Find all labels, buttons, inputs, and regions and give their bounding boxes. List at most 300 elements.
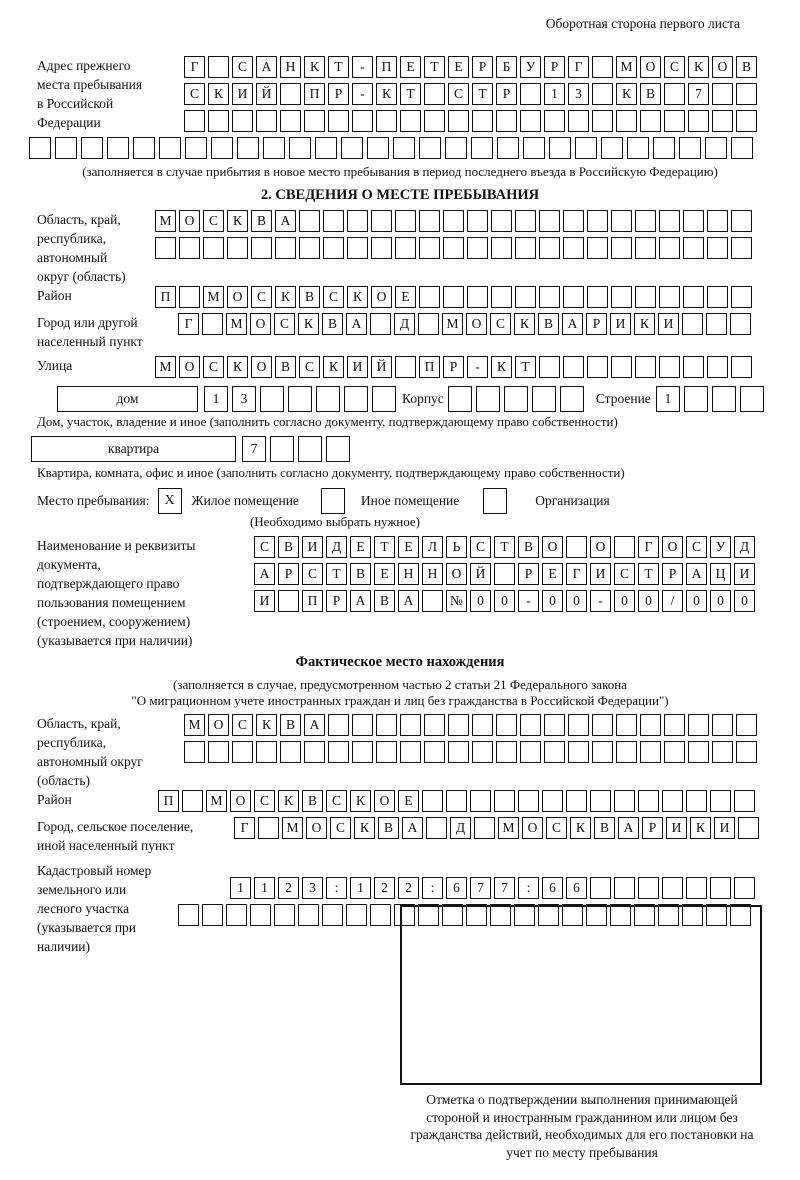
form-cell[interactable]: О	[251, 356, 272, 378]
form-cell[interactable]	[659, 237, 680, 259]
form-cell[interactable]: В	[640, 83, 661, 105]
form-cell[interactable]: В	[374, 590, 395, 612]
form-cell[interactable]: К	[208, 83, 229, 105]
form-cell[interactable]	[712, 386, 736, 412]
form-cell[interactable]: Т	[400, 83, 421, 105]
form-cell[interactable]: К	[690, 817, 711, 839]
other-premises-checkbox[interactable]	[321, 488, 345, 514]
form-cell[interactable]	[208, 741, 229, 763]
form-cell[interactable]: Г	[638, 536, 659, 558]
form-cell[interactable]: П	[376, 56, 397, 78]
form-cell[interactable]	[372, 386, 396, 412]
form-cell[interactable]	[544, 714, 565, 736]
form-cell[interactable]	[611, 210, 632, 232]
form-cell[interactable]	[418, 313, 439, 335]
form-cell[interactable]	[419, 237, 440, 259]
form-cell[interactable]	[736, 110, 757, 132]
form-cell[interactable]	[616, 741, 637, 763]
form-cell[interactable]	[563, 237, 584, 259]
form-cell[interactable]	[710, 877, 731, 899]
form-cell[interactable]	[592, 714, 613, 736]
form-cell[interactable]: С	[326, 790, 347, 812]
form-cell[interactable]	[179, 237, 200, 259]
form-cell[interactable]	[738, 817, 759, 839]
form-cell[interactable]: В	[378, 817, 399, 839]
form-cell[interactable]	[563, 356, 584, 378]
form-cell[interactable]: И	[666, 817, 687, 839]
form-cell[interactable]	[520, 110, 541, 132]
form-cell[interactable]	[55, 137, 77, 159]
form-cell[interactable]: К	[354, 817, 375, 839]
form-cell[interactable]: /	[662, 590, 683, 612]
form-cell[interactable]	[664, 714, 685, 736]
form-cell[interactable]: С	[232, 56, 253, 78]
form-cell[interactable]: 1	[254, 877, 275, 899]
form-cell[interactable]	[370, 313, 391, 335]
form-cell[interactable]: 3	[232, 386, 256, 412]
form-cell[interactable]: Т	[638, 563, 659, 585]
form-cell[interactable]	[707, 286, 728, 308]
form-cell[interactable]	[653, 137, 675, 159]
form-cell[interactable]: Р	[328, 83, 349, 105]
form-cell[interactable]: С	[254, 536, 275, 558]
form-cell[interactable]	[544, 741, 565, 763]
form-cell[interactable]: Р	[326, 590, 347, 612]
form-cell[interactable]: Т	[494, 536, 515, 558]
form-cell[interactable]	[640, 714, 661, 736]
form-cell[interactable]	[730, 313, 751, 335]
form-cell[interactable]: К	[491, 356, 512, 378]
form-cell[interactable]: С	[302, 563, 323, 585]
form-cell[interactable]	[270, 436, 294, 462]
form-cell[interactable]	[328, 741, 349, 763]
form-cell[interactable]	[566, 790, 587, 812]
form-cell[interactable]	[688, 110, 709, 132]
form-cell[interactable]	[323, 237, 344, 259]
form-cell[interactable]: С	[490, 313, 511, 335]
form-cell[interactable]	[304, 110, 325, 132]
form-cell[interactable]: К	[304, 56, 325, 78]
form-cell[interactable]	[29, 137, 51, 159]
form-cell[interactable]	[184, 741, 205, 763]
form-cell[interactable]	[707, 356, 728, 378]
form-cell[interactable]: Ь	[446, 536, 467, 558]
form-cell[interactable]	[734, 877, 755, 899]
form-cell[interactable]	[731, 137, 753, 159]
form-cell[interactable]: Р	[518, 563, 539, 585]
form-cell[interactable]	[592, 741, 613, 763]
form-cell[interactable]	[424, 83, 445, 105]
form-cell[interactable]	[211, 137, 233, 159]
form-cell[interactable]: М	[498, 817, 519, 839]
form-cell[interactable]: Е	[398, 536, 419, 558]
form-cell[interactable]: 6	[566, 877, 587, 899]
form-cell[interactable]: И	[347, 356, 368, 378]
form-cell[interactable]	[422, 790, 443, 812]
form-cell[interactable]	[179, 286, 200, 308]
form-cell[interactable]: В	[350, 563, 371, 585]
form-cell[interactable]: П	[158, 790, 179, 812]
form-cell[interactable]: О	[179, 210, 200, 232]
form-cell[interactable]	[683, 356, 704, 378]
form-cell[interactable]	[563, 210, 584, 232]
form-cell[interactable]	[470, 790, 491, 812]
form-cell[interactable]	[280, 110, 301, 132]
form-cell[interactable]: С	[254, 790, 275, 812]
form-cell[interactable]	[683, 237, 704, 259]
form-cell[interactable]	[400, 714, 421, 736]
form-cell[interactable]: С	[203, 210, 224, 232]
form-cell[interactable]	[251, 237, 272, 259]
form-cell[interactable]	[424, 110, 445, 132]
form-cell[interactable]: :	[518, 877, 539, 899]
form-cell[interactable]	[736, 714, 757, 736]
form-cell[interactable]	[635, 210, 656, 232]
form-cell[interactable]: К	[323, 356, 344, 378]
form-cell[interactable]	[616, 110, 637, 132]
form-cell[interactable]	[376, 741, 397, 763]
form-cell[interactable]: А	[254, 563, 275, 585]
form-cell[interactable]: 0	[470, 590, 491, 612]
form-cell[interactable]: О	[542, 536, 563, 558]
form-cell[interactable]	[289, 137, 311, 159]
form-cell[interactable]	[424, 714, 445, 736]
form-cell[interactable]	[159, 137, 181, 159]
form-cell[interactable]	[328, 110, 349, 132]
form-cell[interactable]	[568, 741, 589, 763]
form-cell[interactable]	[664, 110, 685, 132]
form-cell[interactable]	[494, 563, 515, 585]
form-cell[interactable]	[601, 137, 623, 159]
form-cell[interactable]: И	[590, 563, 611, 585]
form-cell[interactable]: М	[226, 313, 247, 335]
form-cell[interactable]	[544, 110, 565, 132]
form-cell[interactable]: Е	[400, 56, 421, 78]
form-cell[interactable]: С	[448, 83, 469, 105]
form-cell[interactable]	[395, 356, 416, 378]
form-cell[interactable]: Д	[450, 817, 471, 839]
form-cell[interactable]: Г	[234, 817, 255, 839]
form-cell[interactable]: Г	[566, 563, 587, 585]
form-cell[interactable]: О	[590, 536, 611, 558]
form-cell[interactable]: П	[419, 356, 440, 378]
form-cell[interactable]	[683, 210, 704, 232]
form-cell[interactable]	[611, 237, 632, 259]
house-type-box[interactable]: дом	[57, 386, 198, 412]
form-cell[interactable]	[560, 386, 584, 412]
form-cell[interactable]: М	[282, 817, 303, 839]
form-cell[interactable]	[322, 904, 343, 926]
form-cell[interactable]	[208, 110, 229, 132]
form-cell[interactable]	[616, 714, 637, 736]
form-cell[interactable]: С	[299, 356, 320, 378]
form-cell[interactable]	[178, 904, 199, 926]
form-cell[interactable]: Д	[734, 536, 755, 558]
form-cell[interactable]	[587, 210, 608, 232]
form-cell[interactable]: А	[562, 313, 583, 335]
form-cell[interactable]	[705, 137, 727, 159]
form-cell[interactable]: Т	[424, 56, 445, 78]
form-cell[interactable]: -	[590, 590, 611, 612]
form-cell[interactable]: Г	[178, 313, 199, 335]
form-cell[interactable]	[326, 436, 350, 462]
form-cell[interactable]: И	[658, 313, 679, 335]
form-cell[interactable]	[448, 741, 469, 763]
form-cell[interactable]: В	[594, 817, 615, 839]
form-cell[interactable]: 0	[686, 590, 707, 612]
form-cell[interactable]	[683, 286, 704, 308]
form-cell[interactable]	[496, 714, 517, 736]
form-cell[interactable]	[566, 536, 587, 558]
form-cell[interactable]: А	[346, 313, 367, 335]
form-cell[interactable]	[539, 210, 560, 232]
form-cell[interactable]: К	[256, 714, 277, 736]
form-cell[interactable]: К	[570, 817, 591, 839]
form-cell[interactable]	[740, 386, 764, 412]
form-cell[interactable]	[731, 237, 752, 259]
form-cell[interactable]: К	[634, 313, 655, 335]
form-cell[interactable]: 3	[302, 877, 323, 899]
form-cell[interactable]: В	[518, 536, 539, 558]
form-cell[interactable]	[371, 210, 392, 232]
form-cell[interactable]	[494, 790, 515, 812]
form-cell[interactable]	[539, 286, 560, 308]
form-cell[interactable]: Е	[542, 563, 563, 585]
form-cell[interactable]	[443, 210, 464, 232]
organization-checkbox[interactable]	[483, 488, 507, 514]
form-cell[interactable]: А	[275, 210, 296, 232]
form-cell[interactable]	[376, 110, 397, 132]
form-cell[interactable]: 1	[544, 83, 565, 105]
form-cell[interactable]	[662, 790, 683, 812]
form-cell[interactable]	[347, 237, 368, 259]
apartment-type-box[interactable]: квартира	[31, 436, 236, 462]
form-cell[interactable]: 7	[494, 877, 515, 899]
form-cell[interactable]: М	[155, 356, 176, 378]
form-cell[interactable]: И	[734, 563, 755, 585]
form-cell[interactable]: Т	[374, 536, 395, 558]
form-cell[interactable]: И	[254, 590, 275, 612]
form-cell[interactable]	[686, 877, 707, 899]
form-cell[interactable]: :	[422, 877, 443, 899]
form-cell[interactable]: С	[232, 714, 253, 736]
form-cell[interactable]: 0	[638, 590, 659, 612]
form-cell[interactable]	[688, 714, 709, 736]
form-cell[interactable]: К	[688, 56, 709, 78]
form-cell[interactable]	[659, 286, 680, 308]
form-cell[interactable]: В	[302, 790, 323, 812]
form-cell[interactable]	[712, 714, 733, 736]
form-cell[interactable]: А	[618, 817, 639, 839]
form-cell[interactable]: 0	[710, 590, 731, 612]
form-cell[interactable]	[659, 356, 680, 378]
form-cell[interactable]	[590, 877, 611, 899]
form-cell[interactable]	[419, 286, 440, 308]
form-cell[interactable]	[707, 237, 728, 259]
form-cell[interactable]: С	[614, 563, 635, 585]
form-cell[interactable]	[280, 741, 301, 763]
form-cell[interactable]: Г	[184, 56, 205, 78]
form-cell[interactable]	[448, 714, 469, 736]
form-cell[interactable]	[520, 714, 541, 736]
form-cell[interactable]: О	[640, 56, 661, 78]
form-cell[interactable]	[107, 137, 129, 159]
form-cell[interactable]: А	[304, 714, 325, 736]
form-cell[interactable]	[352, 714, 373, 736]
form-cell[interactable]: О	[522, 817, 543, 839]
form-cell[interactable]	[202, 904, 223, 926]
residential-checkbox[interactable]: X	[158, 488, 182, 514]
form-cell[interactable]	[491, 210, 512, 232]
form-cell[interactable]: 7	[242, 436, 266, 462]
form-cell[interactable]: К	[376, 83, 397, 105]
form-cell[interactable]	[467, 286, 488, 308]
form-cell[interactable]	[400, 110, 421, 132]
form-cell[interactable]	[448, 110, 469, 132]
form-cell[interactable]: -	[518, 590, 539, 612]
form-cell[interactable]	[712, 741, 733, 763]
form-cell[interactable]	[496, 110, 517, 132]
form-cell[interactable]: К	[514, 313, 535, 335]
form-cell[interactable]: Н	[422, 563, 443, 585]
form-cell[interactable]	[710, 790, 731, 812]
form-cell[interactable]	[395, 237, 416, 259]
form-cell[interactable]	[341, 137, 363, 159]
form-cell[interactable]	[491, 286, 512, 308]
form-cell[interactable]	[731, 286, 752, 308]
form-cell[interactable]	[539, 237, 560, 259]
form-cell[interactable]	[474, 817, 495, 839]
form-cell[interactable]: 3	[568, 83, 589, 105]
form-cell[interactable]: Р	[496, 83, 517, 105]
form-cell[interactable]: 7	[688, 83, 709, 105]
form-cell[interactable]: К	[347, 286, 368, 308]
form-cell[interactable]: С	[184, 83, 205, 105]
form-cell[interactable]	[299, 210, 320, 232]
form-cell[interactable]	[237, 137, 259, 159]
form-cell[interactable]: О	[374, 790, 395, 812]
form-cell[interactable]: И	[232, 83, 253, 105]
form-cell[interactable]	[568, 110, 589, 132]
form-cell[interactable]: К	[298, 313, 319, 335]
form-cell[interactable]	[250, 904, 271, 926]
form-cell[interactable]: Р	[662, 563, 683, 585]
form-cell[interactable]: Б	[496, 56, 517, 78]
form-cell[interactable]	[684, 386, 708, 412]
form-cell[interactable]	[515, 237, 536, 259]
form-cell[interactable]	[260, 386, 284, 412]
form-cell[interactable]	[323, 210, 344, 232]
form-cell[interactable]	[611, 356, 632, 378]
form-cell[interactable]: К	[350, 790, 371, 812]
form-cell[interactable]: Е	[448, 56, 469, 78]
form-cell[interactable]	[346, 904, 367, 926]
form-cell[interactable]: О	[446, 563, 467, 585]
form-cell[interactable]	[263, 137, 285, 159]
form-cell[interactable]	[472, 714, 493, 736]
form-cell[interactable]	[400, 741, 421, 763]
form-cell[interactable]	[515, 210, 536, 232]
form-cell[interactable]: М	[442, 313, 463, 335]
form-cell[interactable]: Р	[472, 56, 493, 78]
form-cell[interactable]: Р	[278, 563, 299, 585]
form-cell[interactable]: 7	[470, 877, 491, 899]
form-cell[interactable]: И	[714, 817, 735, 839]
form-cell[interactable]: В	[251, 210, 272, 232]
form-cell[interactable]	[182, 790, 203, 812]
form-cell[interactable]	[472, 741, 493, 763]
form-cell[interactable]: Л	[422, 536, 443, 558]
form-cell[interactable]: П	[155, 286, 176, 308]
form-cell[interactable]	[419, 137, 441, 159]
form-cell[interactable]	[587, 286, 608, 308]
form-cell[interactable]: Е	[374, 563, 395, 585]
form-cell[interactable]: Т	[472, 83, 493, 105]
form-cell[interactable]: О	[208, 714, 229, 736]
form-cell[interactable]	[476, 386, 500, 412]
form-cell[interactable]	[736, 741, 757, 763]
form-cell[interactable]	[258, 817, 279, 839]
form-cell[interactable]	[491, 237, 512, 259]
form-cell[interactable]	[614, 536, 635, 558]
form-cell[interactable]: 0	[542, 590, 563, 612]
form-cell[interactable]: Р	[642, 817, 663, 839]
form-cell[interactable]: К	[227, 210, 248, 232]
form-cell[interactable]: Т	[326, 563, 347, 585]
form-cell[interactable]	[688, 741, 709, 763]
form-cell[interactable]	[638, 877, 659, 899]
form-cell[interactable]	[304, 741, 325, 763]
form-cell[interactable]	[256, 110, 277, 132]
form-cell[interactable]: А	[686, 563, 707, 585]
form-cell[interactable]: С	[203, 356, 224, 378]
form-cell[interactable]: Р	[586, 313, 607, 335]
form-cell[interactable]	[532, 386, 556, 412]
form-cell[interactable]: И	[610, 313, 631, 335]
form-cell[interactable]: Г	[568, 56, 589, 78]
form-cell[interactable]	[712, 83, 733, 105]
form-cell[interactable]: М	[203, 286, 224, 308]
form-cell[interactable]	[446, 790, 467, 812]
form-cell[interactable]	[471, 137, 493, 159]
form-cell[interactable]: О	[230, 790, 251, 812]
form-cell[interactable]	[611, 286, 632, 308]
form-cell[interactable]: 2	[374, 877, 395, 899]
form-cell[interactable]	[592, 110, 613, 132]
form-cell[interactable]: А	[398, 590, 419, 612]
form-cell[interactable]: С	[251, 286, 272, 308]
form-cell[interactable]: П	[304, 83, 325, 105]
form-cell[interactable]: В	[299, 286, 320, 308]
form-cell[interactable]	[133, 137, 155, 159]
form-cell[interactable]	[184, 110, 205, 132]
form-cell[interactable]	[518, 790, 539, 812]
form-cell[interactable]	[686, 790, 707, 812]
form-cell[interactable]	[426, 817, 447, 839]
form-cell[interactable]: У	[520, 56, 541, 78]
form-cell[interactable]	[445, 137, 467, 159]
form-cell[interactable]	[208, 56, 229, 78]
form-cell[interactable]: О	[179, 356, 200, 378]
form-cell[interactable]	[81, 137, 103, 159]
form-cell[interactable]: 1	[656, 386, 680, 412]
form-cell[interactable]	[497, 137, 519, 159]
form-cell[interactable]	[443, 237, 464, 259]
form-cell[interactable]: 1	[230, 877, 251, 899]
form-cell[interactable]	[635, 356, 656, 378]
form-cell[interactable]: 2	[398, 877, 419, 899]
form-cell[interactable]: №	[446, 590, 467, 612]
